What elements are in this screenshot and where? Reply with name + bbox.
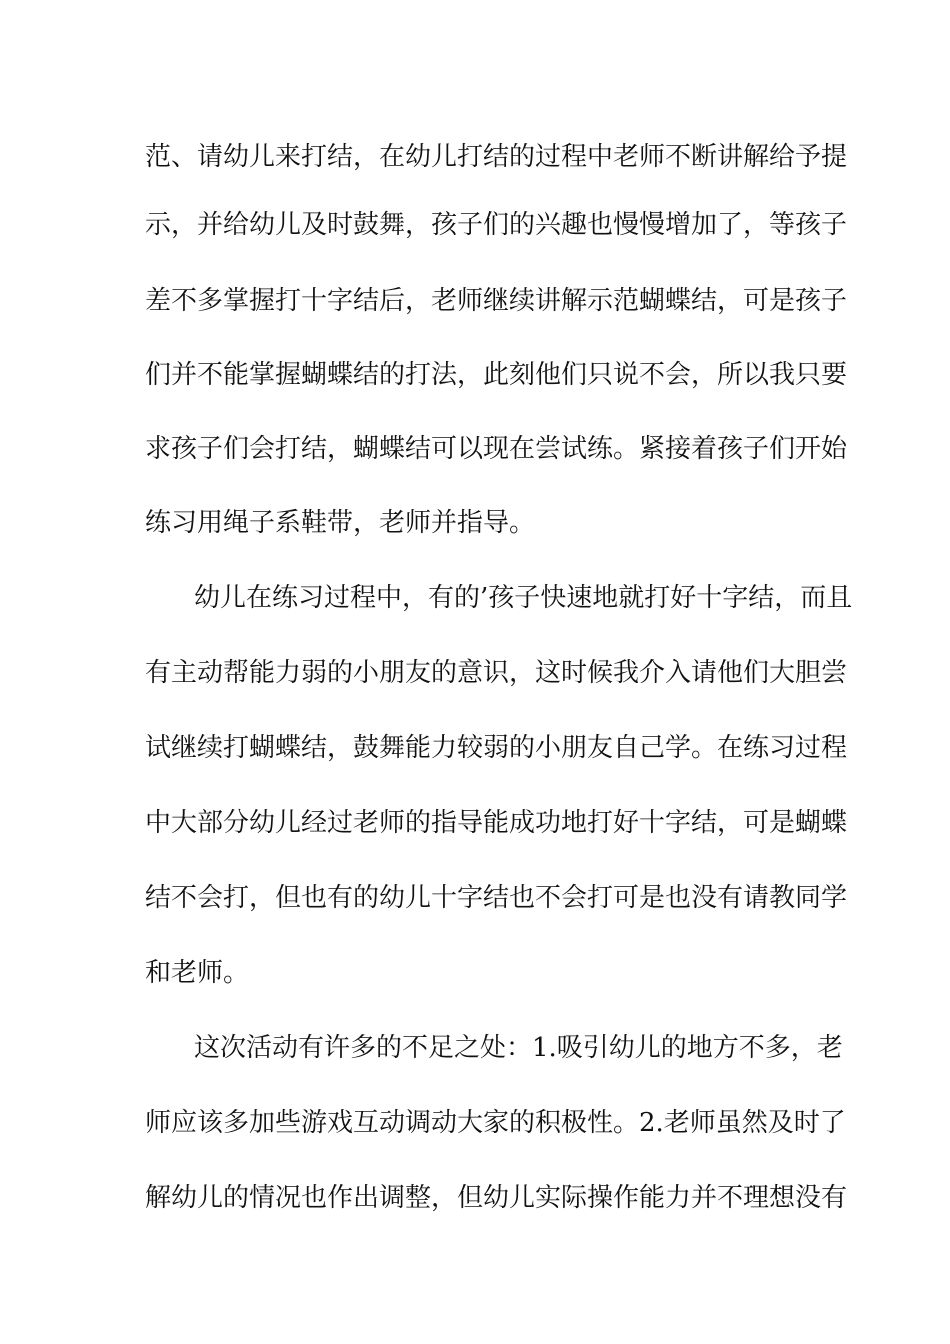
text-line: 师应该多加些游戏互动调动大家的积极性。2.老师虽然及时了 xyxy=(145,1108,846,1138)
text-line: 结不会打，但也有的幼儿十字结也不会打可是也没有请教同学 xyxy=(145,883,848,913)
text-line: 有主动帮能力弱的小朋友的意识，这时候我介入请他们大胆尝 xyxy=(145,658,848,688)
text-line: 中大部分幼儿经过老师的指导能成功地打好十字结，可是蝴蝶 xyxy=(145,808,848,838)
text-line: 求孩子们会打结，蝴蝶结可以现在尝试练。紧接着孩子们开始 xyxy=(145,434,848,464)
text-line: 这次活动有许多的不足之处：1.吸引幼儿的地方不多，老 xyxy=(194,1033,843,1063)
text-line: 差不多掌握打十字结后，老师继续讲解示范蝴蝶结，可是孩子 xyxy=(145,286,848,316)
text-line: 解幼儿的情况也作出调整，但幼儿实际操作能力并不理想没有 xyxy=(145,1183,848,1213)
text-line: 和老师。 xyxy=(145,958,250,988)
text-line: 试继续打蝴蝶结，鼓舞能力较弱的小朋友自己学。在练习过程 xyxy=(145,733,848,763)
text-line: 范、请幼儿来打结，在幼儿打结的过程中老师不断讲解给予提 xyxy=(145,142,848,172)
text-line: 练习用绳子系鞋带，老师并指导。 xyxy=(145,508,536,538)
text-line: 幼儿在练习过程中，有的’孩子快速地就打好十字结，而且 xyxy=(194,583,853,613)
text-line: 示，并给幼儿及时鼓舞，孩子们的兴趣也慢慢增加了，等孩子 xyxy=(145,210,848,240)
text-line: 们并不能掌握蝴蝶结的打法，此刻他们只说不会，所以我只要 xyxy=(145,360,848,390)
